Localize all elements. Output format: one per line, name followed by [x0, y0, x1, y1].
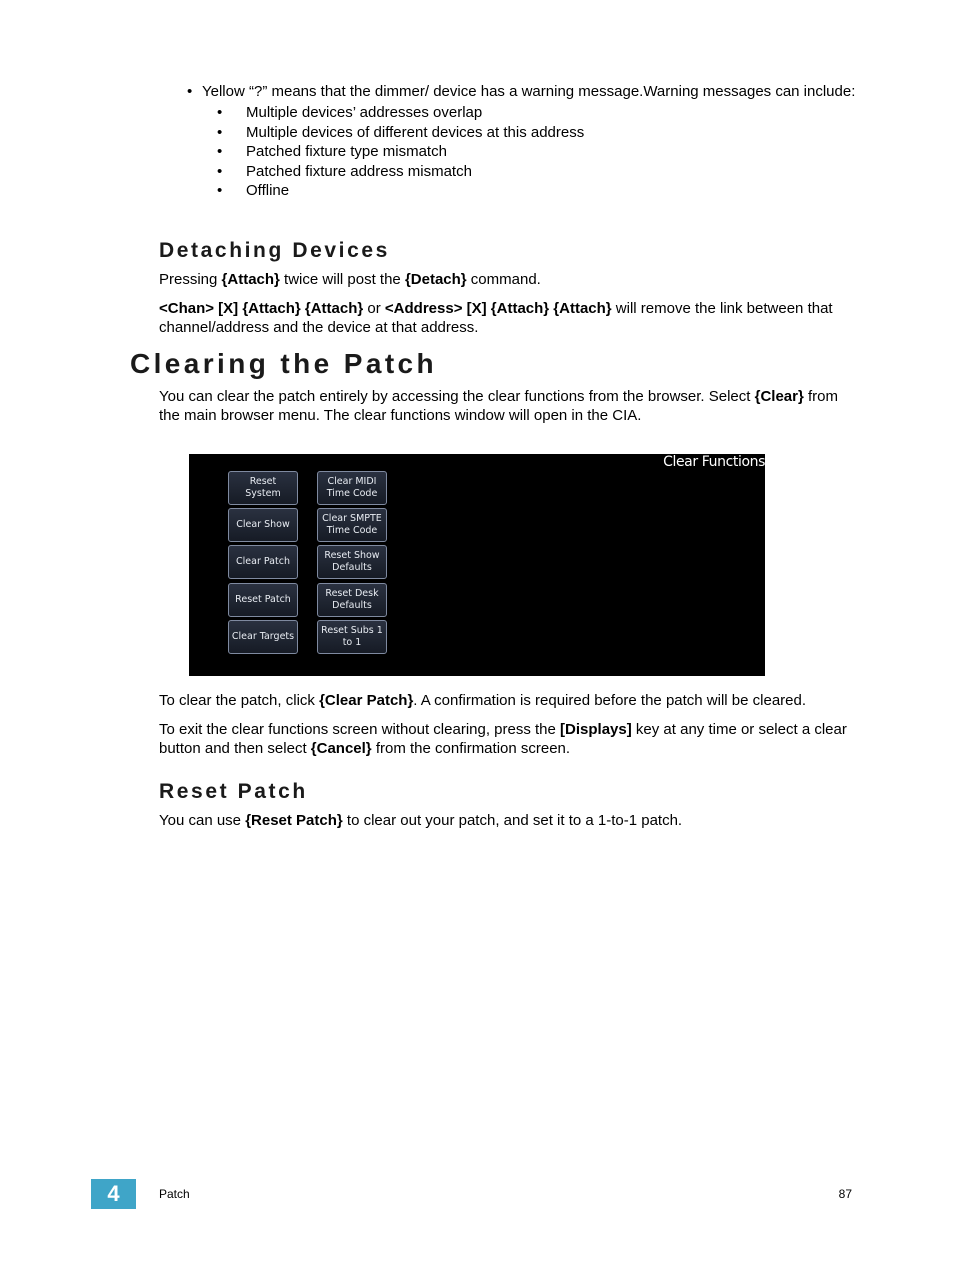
- clear-smpte-time-code-button[interactable]: Clear SMPTE Time Code: [317, 508, 387, 542]
- detaching-para-2: <Chan> [X] {Attach} {Attach} or <Address> [X] {Attach} {Attach} will remove the link between that channel/address and the device at that address.: [159, 300, 833, 336]
- clearing-para-2: To clear the patch, click {Clear Patch}. A confirmation is required before the patch will be cleared.: [159, 692, 807, 709]
- chapter-badge: 4: [91, 1179, 136, 1209]
- reset-show-defaults-button[interactable]: Reset Show Defaults: [317, 545, 387, 579]
- list-item: • Multiple devices of different devices at this address: [187, 123, 857, 143]
- reset-subs-button[interactable]: Reset Subs 1 to 1: [317, 620, 387, 654]
- reset-para-1: You can use {Reset Patch} to clear out your patch, and set it to a 1-to-1 patch.: [159, 812, 683, 829]
- clear-show-button[interactable]: Clear Show: [228, 508, 298, 542]
- clear-functions-title: Clear Functions: [663, 454, 765, 470]
- clear-midi-time-code-button[interactable]: Clear MIDI Time Code: [317, 471, 387, 505]
- page-number: 87: [838, 1187, 852, 1201]
- footer-section: Patch: [159, 1187, 190, 1201]
- detaching-heading: Detaching Devices: [159, 239, 390, 262]
- detaching-para-1: Pressing {Attach} twice will post the {Detach} command.: [159, 271, 541, 288]
- list-item: • Patched fixture address mismatch: [187, 162, 857, 182]
- warning-list: [187, 82, 857, 201]
- reset-patch-button[interactable]: Reset Patch: [228, 583, 298, 617]
- warning-sub-list: [187, 103, 857, 201]
- reset-desk-defaults-button[interactable]: Reset Desk Defaults: [317, 583, 387, 617]
- clearing-heading: Clearing the Patch: [130, 348, 438, 379]
- clearing-para-3: To exit the clear functions screen without clearing, press the [Displays] key at any time or select a clear button and then select {Cancel} from the confirmation screen.: [159, 721, 847, 757]
- clearing-para-1: You can clear the patch entirely by accessing the clear functions from the browser. Select {Clear} from the main browser menu. The clear functions window will open in the CIA.: [159, 388, 838, 424]
- clear-functions-screenshot: [189, 454, 765, 676]
- clear-patch-button[interactable]: Clear Patch: [228, 545, 298, 579]
- reset-system-button[interactable]: Reset System: [228, 471, 298, 505]
- reset-heading: Reset Patch: [159, 780, 308, 803]
- warning-intro: • Yellow “?” means that the dimmer/ device has a warning message.Warning messages can include:: [187, 82, 857, 101]
- list-item: • Patched fixture type mismatch: [187, 142, 857, 162]
- list-item: • Offline: [187, 181, 857, 201]
- list-item: • Multiple devices’ addresses overlap: [187, 103, 857, 123]
- clear-targets-button[interactable]: Clear Targets: [228, 620, 298, 654]
